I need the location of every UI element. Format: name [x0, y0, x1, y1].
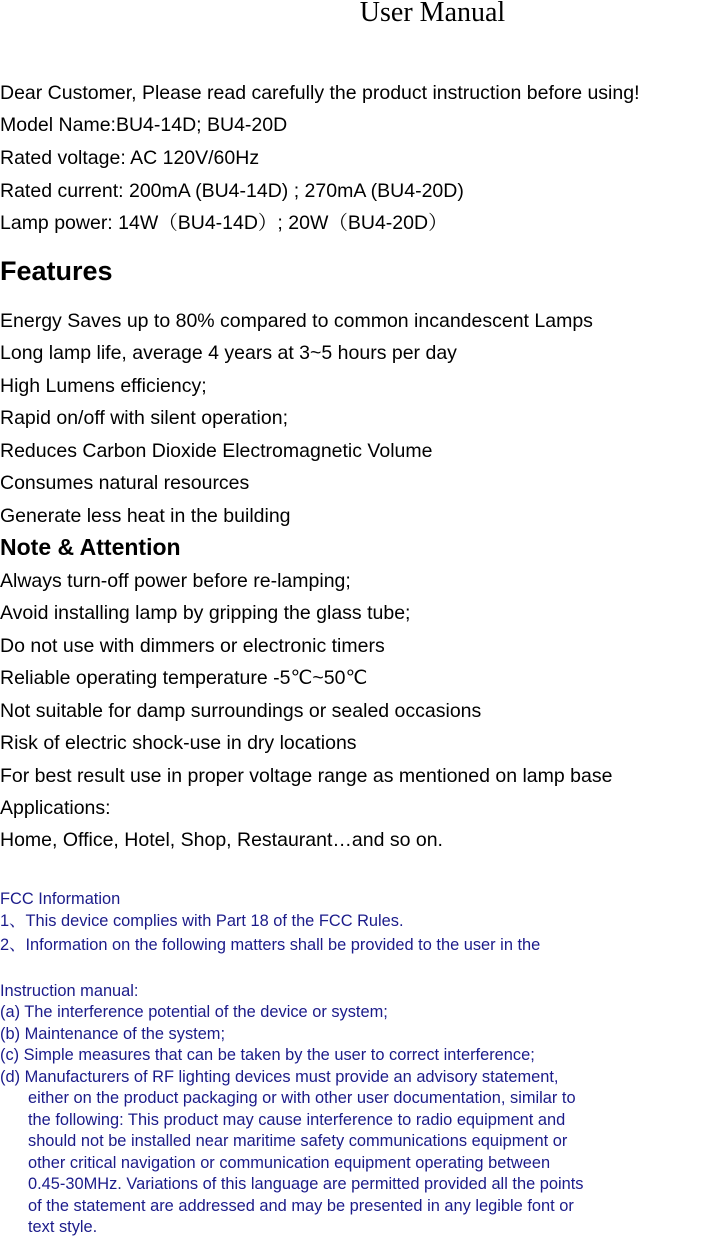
feature-item: Consumes natural resources	[0, 472, 250, 494]
page-title: User Manual	[359, 0, 506, 28]
intro-greeting: Dear Customer, Please read carefully the product instruction before using!	[0, 82, 640, 104]
fcc-point-d-continued: of the statement are addressed and may be presented in any legible font or	[28, 1197, 574, 1215]
feature-item: Long lamp life, average 4 years at 3~5 hours per day	[0, 342, 457, 364]
fcc-point-c: (c) Simple measures that can be taken by the user to correct interference;	[0, 1046, 535, 1064]
applications-label: Applications:	[0, 797, 111, 819]
feature-item: Generate less heat in the building	[0, 505, 291, 527]
attention-item: Do not use with dimmers or electronic timers	[0, 635, 385, 657]
features-heading: Features	[0, 256, 113, 286]
feature-item: Reduces Carbon Dioxide Electromagnetic Volume	[0, 440, 433, 462]
fcc-point-d-continued: either on the product packaging or with other user documentation, similar to	[28, 1089, 576, 1107]
rated-voltage: Rated voltage: AC 120V/60Hz	[0, 147, 260, 169]
attention-item: Not suitable for damp surroundings or sealed occasions	[0, 700, 482, 722]
feature-item: Energy Saves up to 80% compared to common incandescent Lamps	[0, 310, 593, 332]
rated-current: Rated current: 200mA (BU4-14D) ; 270mA (BU4-20D)	[0, 180, 464, 202]
attention-item: Always turn-off power before re-lamping;	[0, 570, 351, 592]
fcc-point-d-continued: other critical navigation or communication equipment operating between	[28, 1154, 551, 1172]
model-name: Model Name:BU4-14D; BU4-20D	[0, 114, 288, 136]
attention-item: Reliable operating temperature -5℃~50℃	[0, 667, 368, 689]
attention-item: Avoid installing lamp by gripping the glass tube;	[0, 602, 411, 624]
fcc-point-d: (d) Manufacturers of RF lighting devices must provide an advisory statement,	[0, 1068, 559, 1086]
attention-item: For best result use in proper voltage range as mentioned on lamp base	[0, 765, 613, 787]
fcc-heading: FCC Information	[0, 890, 121, 908]
attention-item: Risk of electric shock-use in dry locations	[0, 732, 357, 754]
feature-item: Rapid on/off with silent operation;	[0, 407, 288, 429]
fcc-point-d-continued: 0.45-30MHz. Variations of this language are permitted provided all the points	[28, 1175, 584, 1193]
feature-item: High Lumens efficiency;	[0, 375, 207, 397]
fcc-point-d-continued: text style.	[28, 1218, 98, 1236]
lamp-power: Lamp power: 14W（BU4-14D）; 20W（BU4-20D）	[0, 212, 448, 234]
applications-list: Home, Office, Hotel, Shop, Restaurant…and so on.	[0, 829, 443, 851]
fcc-item-2: 2、Information on the following matters shall be provided to the user in the	[0, 936, 541, 954]
attention-heading: Note & Attention	[0, 534, 181, 560]
fcc-point-d-continued: the following: This product may cause interference to radio equipment and	[28, 1111, 566, 1129]
fcc-item-1: 1、This device complies with Part 18 of the FCC Rules.	[0, 912, 404, 930]
fcc-point-d-continued: should not be installed near maritime safety communications equipment or	[28, 1132, 568, 1150]
fcc-point-a: (a) The interference potential of the device or system;	[0, 1003, 388, 1021]
fcc-point-b: (b) Maintenance of the system;	[0, 1025, 226, 1043]
instruction-manual-heading: Instruction manual:	[0, 982, 139, 1000]
